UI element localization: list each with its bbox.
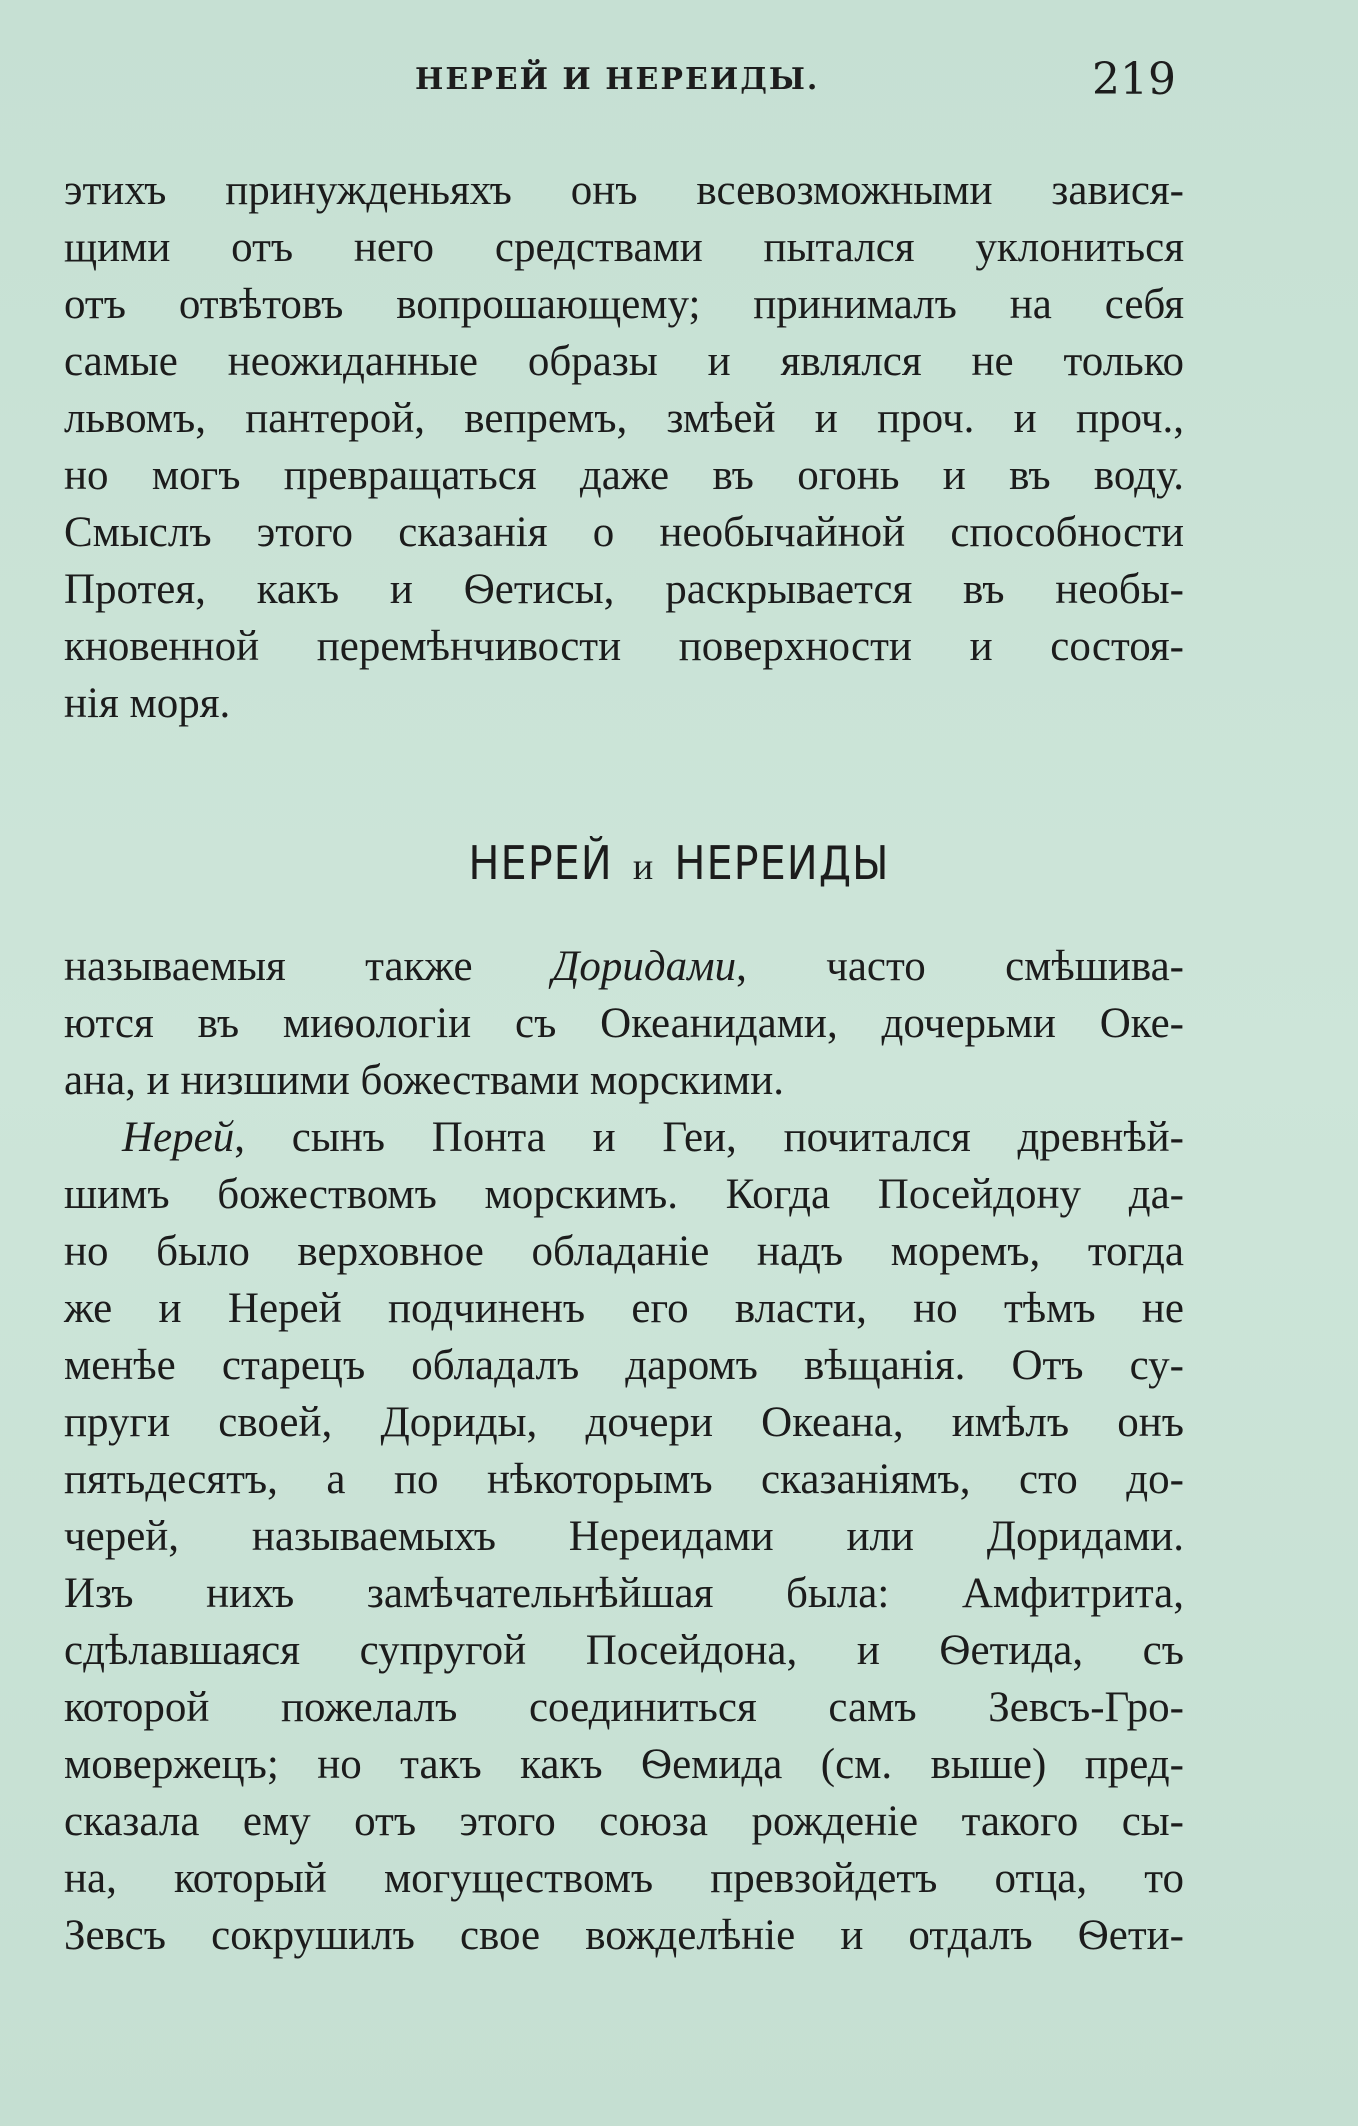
text-segment: , сынъ Понта и Геи, почитался древнѣй- — [234, 1114, 1184, 1161]
text-line: щими отъ него средствами пытался уклониться — [64, 224, 1184, 271]
text-line: но могъ превращаться даже въ огонь и въ воду. — [64, 452, 1184, 499]
text-line: ются въ миѳологіи съ Океанидами, дочерьми Оке- — [64, 1000, 1184, 1047]
text-line: кновенной перемѣнчивости поверхности и состоя- — [64, 623, 1184, 670]
text-line: сказала ему отъ этого союза рожденіе такого сы- — [64, 1798, 1184, 1845]
text-line: мовержецъ; но такъ какъ Ѳемида (см. выше) пред- — [64, 1741, 1184, 1788]
page-number: 219 — [1092, 54, 1176, 105]
text-line: этихъ принужденьяхъ онъ всевозможными завися- — [64, 167, 1184, 214]
text-line: Протея, какъ и Ѳетисы, раскрывается въ необы- — [64, 566, 1184, 613]
text-segment: , часто смѣшива- — [736, 943, 1184, 990]
text-line: же и Нерей подчиненъ его власти, но тѣмъ не — [64, 1285, 1184, 1332]
text-line: пятьдесятъ, а по нѣкоторымъ сказаніямъ, сто до- — [64, 1456, 1184, 1503]
text-line-with-italic — [64, 938, 1184, 995]
text-line: самые неожиданные образы и являлся не только — [64, 338, 1184, 385]
section-heading-part-1: НЕРЕЙ — [468, 836, 613, 890]
text-line: пруги своей, Дориды, дочери Океана, имѣлъ онъ — [64, 1399, 1184, 1446]
text-line: сдѣлавшаяся супругой Посейдона, и Ѳетида, съ — [64, 1627, 1184, 1674]
text-line: шимъ божествомъ морскимъ. Когда Посейдону да- — [64, 1171, 1184, 1218]
text-line: львомъ, пантерой, вепремъ, змѣей и проч. и проч., — [64, 395, 1184, 442]
text-line: Изъ нихъ замѣчательнѣйшая была: Амфитрита, — [64, 1570, 1184, 1617]
italic-term-nerey: Нерей — [122, 1114, 235, 1161]
text-line: черей, называемыхъ Нереидами или Доридами. — [64, 1513, 1184, 1560]
text-line: но было верховное обладаніе надъ моремъ, тогда — [64, 1228, 1184, 1275]
text-line: ана, и низшими божествами морскими. — [64, 1057, 784, 1104]
text-line-with-italic — [64, 1109, 1184, 1166]
text-line: отъ отвѣтовъ вопрошающему; принималъ на себя — [64, 281, 1184, 328]
section-heading-part-2: НЕРЕИДЫ — [674, 836, 890, 890]
paragraph-nereus-and-nereids — [64, 938, 1184, 1964]
section-heading-conjunction: и — [632, 846, 655, 888]
text-line: Смыслъ этого сказанія о необычайной способности — [64, 509, 1184, 556]
paragraph-protean-changes — [64, 162, 1184, 732]
text-line: на, который могуществомъ превзойдетъ отца, то — [64, 1855, 1184, 1902]
text-line: нія моря. — [64, 680, 231, 727]
text-line: менѣе старецъ обладалъ даромъ вѣщанія. Отъ су- — [64, 1342, 1184, 1389]
running-title: НЕРЕЙ И НЕРЕИДЫ. — [415, 62, 820, 97]
text-line: которой пожелалъ соединиться самъ Зевсъ-Гро- — [64, 1684, 1184, 1731]
italic-term-doridy: Доридами — [552, 943, 737, 990]
text-line: Зевсъ сокрушилъ свое вожделѣніе и отдалъ Ѳети- — [64, 1912, 1184, 1959]
text-segment: называемыя также — [64, 943, 473, 990]
section-heading — [0, 836, 1358, 890]
